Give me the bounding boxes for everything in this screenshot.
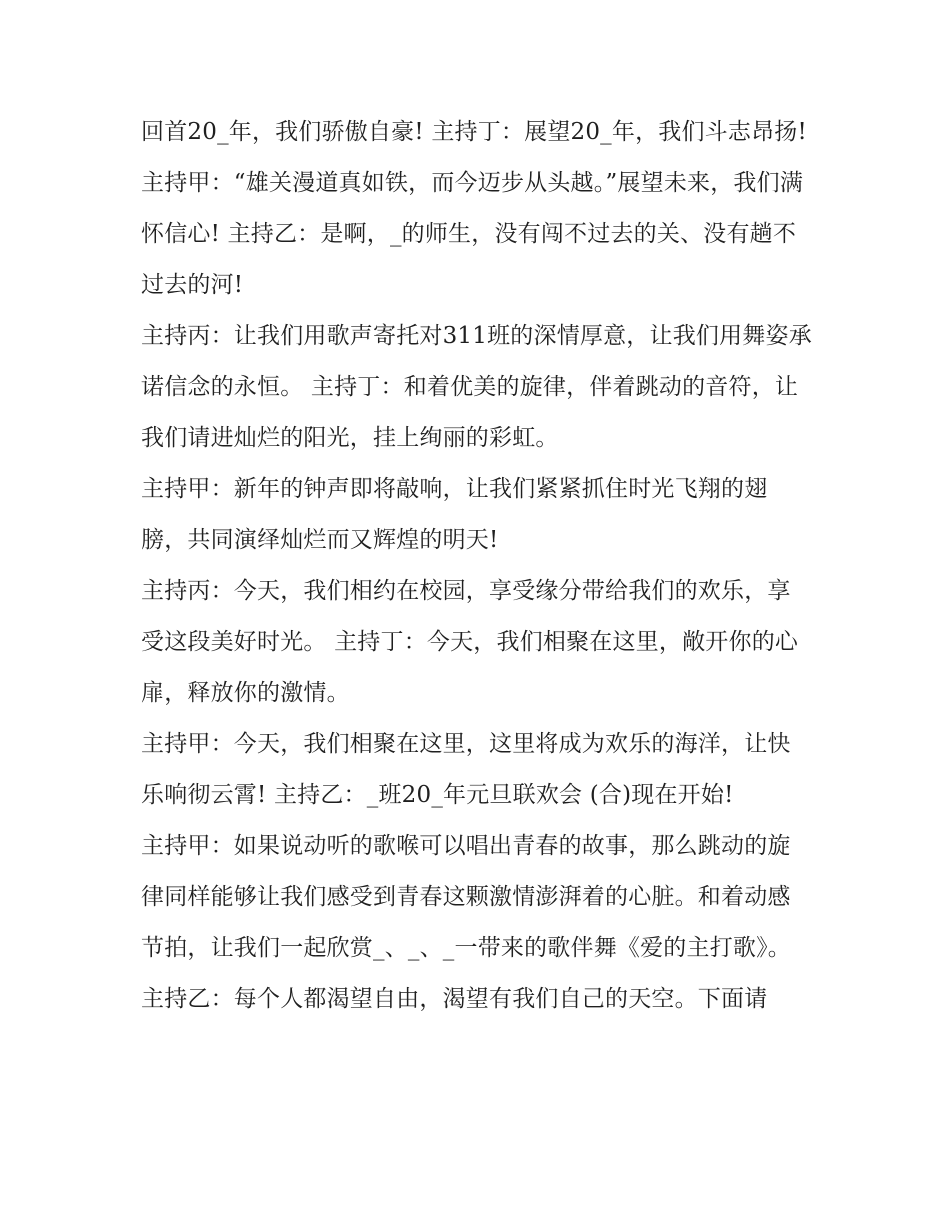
paragraph-2: 主持甲：“雄关漫道真如铁，而今迈步从头越。”展望未来，我们满怀信心! 主持乙：是啊，_的师生，没有闯不过去的关、没有趟不过去的河! (141, 170, 804, 298)
paragraph-5: 主持丙：今天，我们相约在校园，享受缘分带给我们的欢乐，享受这段美好时光。 主持丁：今天，我们相聚在这里，敞开你的心扉，释放你的激情。 (141, 578, 799, 706)
paragraph-6: 主持甲：今天，我们相聚在这里，这里将成为欢乐的海洋，让快乐响彻云霄! 主持乙：_班20_年元旦联欢会 (合)现在开始! (141, 731, 791, 808)
document-body (141, 107, 813, 1025)
paragraph-7: 主持甲：如果说动听的歌喉可以唱出青春的故事，那么跳动的旋律同样能够让我们感受到青春这颗激情澎湃着的心脏。和着动感节拍，让我们一起欣赏_、_、_一带来的歌伴舞《爱的主打歌》。 (141, 833, 791, 961)
paragraph-3: 主持丙：让我们用歌声寄托对311班的深情厚意，让我们用舞姿承诺信念的永恒。 主持丁：和着优美的旋律，伴着跳动的音符，让我们请进灿烂的阳光，挂上绚丽的彩虹。 (141, 323, 812, 451)
paragraph-4: 主持甲：新年的钟声即将敲响，让我们紧紧抓住时光飞翔的翅膀，共同演绎灿烂而又辉煌的明天! (141, 476, 768, 553)
paragraph-1: 回首20_年，我们骄傲自豪! 主持丁：展望20_年，我们斗志昂扬! (141, 119, 807, 145)
paragraph-8: 主持乙：每个人都渴望自由，渴望有我们自己的天空。下面请 (141, 986, 768, 1012)
